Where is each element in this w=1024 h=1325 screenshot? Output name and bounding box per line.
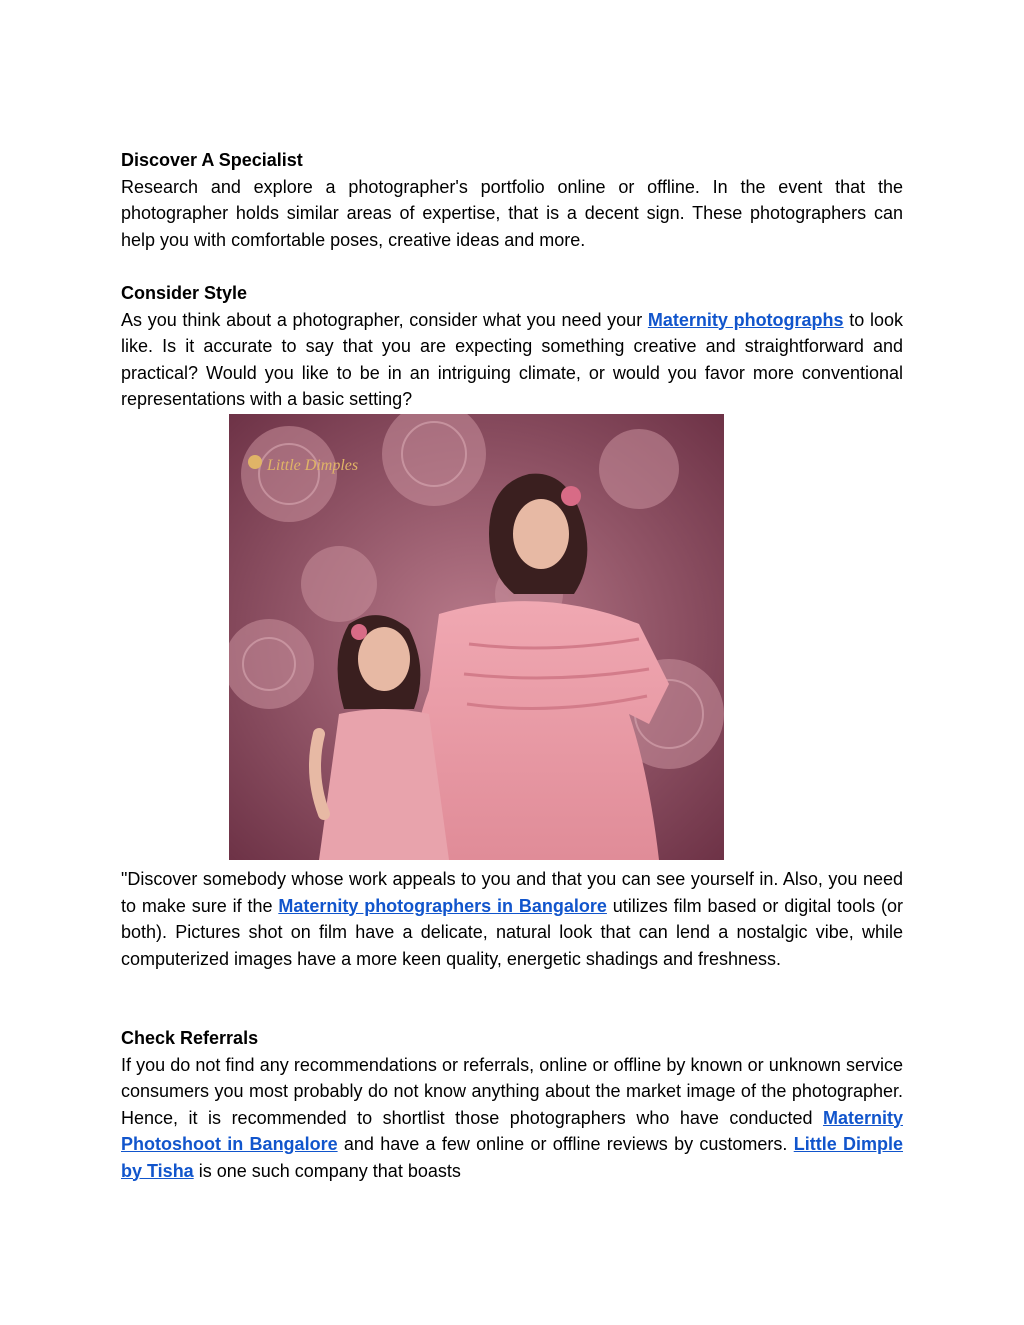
maternity-photo: [229, 414, 724, 860]
section-consider-style: [121, 280, 903, 413]
heading-check-referrals: Check Referrals: [121, 1028, 259, 1048]
paragraph-check-referrals: [121, 1052, 903, 1185]
link-maternity-photoshoot-bangalore[interactable]: Maternity Photoshoot in Bangalore: [121, 1107, 903, 1154]
text-span: If you do not find any recommendations or referrals, online or offline by known or unknown service consumers you most probably do not know anything about the market image of the photographer. Hence, it is recommended to shortlist those photographers who have conducted: [121, 1054, 903, 1128]
link-maternity-photographs[interactable]: Maternity photographs: [647, 309, 844, 330]
heading-discover-specialist: Discover A Specialist: [121, 150, 303, 170]
section-discover-specialist: [121, 147, 903, 253]
section-check-referrals: [121, 1025, 903, 1184]
paragraph-discover-specialist: Research and explore a photographer's portfolio online or offline. In the event that the photographer holds similar areas of expertise, that is a decent sign. These photographers can help you with comfortable poses, creative ideas and more.: [121, 176, 903, 250]
text-span: utilizes film based or digital tools (or both). Pictures shot on film have a delicate, natural look that can lend a nostalgic vibe, while computerized images have a more keen quality, energetic shadings and freshness.: [121, 895, 903, 969]
text-span: is one such company that boasts: [193, 1160, 461, 1181]
paragraph-discover-somebody: [121, 866, 903, 972]
heading-consider-style: Consider Style: [121, 283, 248, 303]
logo-text: Little Dimples: [267, 457, 359, 474]
link-little-dimple-by-tisha[interactable]: Little Dimple by Tisha: [121, 1134, 904, 1181]
text-span: to look like. Is it accurate to say that you are expecting something creative and straightforward and practical? Would you like to be in an intriguing climate, or would you favor more conventional representations with a basic setting?: [121, 309, 903, 409]
text-span: "Discover somebody whose work appeals to you and that you can see yourself in. Also, you need to make sure if the: [121, 869, 903, 916]
link-maternity-photographers-bangalore[interactable]: Maternity photographers in Bangalore: [278, 895, 607, 916]
text-span: and have a few online or offline reviews by customers.: [337, 1134, 794, 1154]
photo-illustration: [229, 414, 724, 860]
section-discover-somebody: [121, 866, 903, 972]
paragraph-consider-style: [121, 307, 903, 413]
text-span: As you think about a photographer, consider what you need your: [121, 309, 648, 330]
